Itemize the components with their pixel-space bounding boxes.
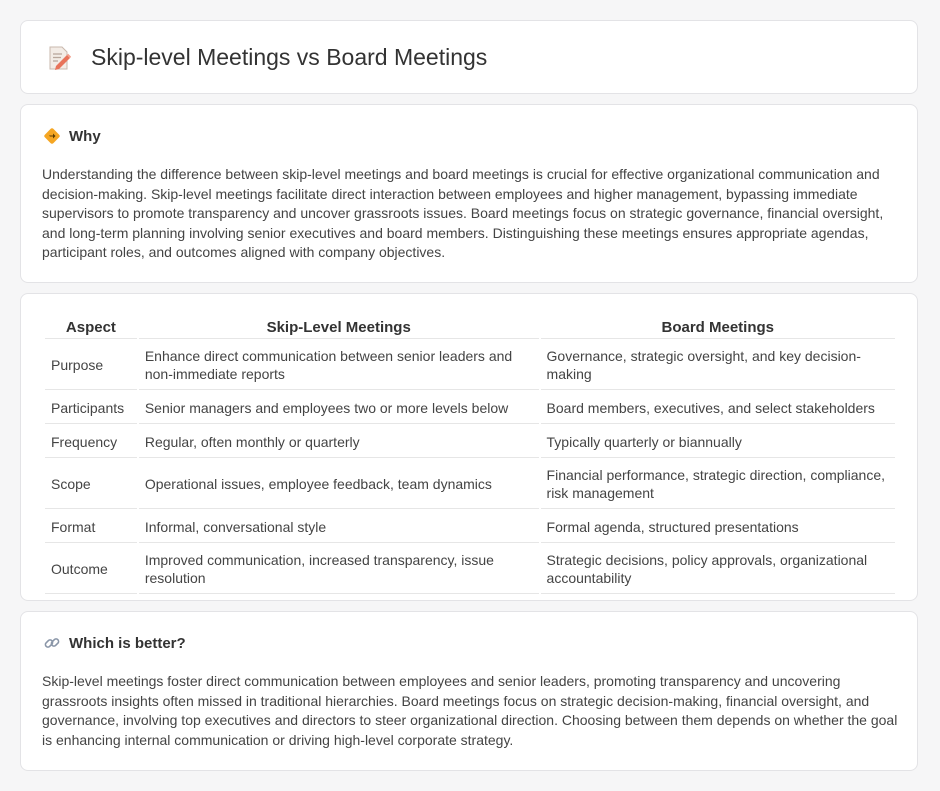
row-board: Board members, executives, and select stakeholders <box>541 392 895 424</box>
header-card <box>20 20 918 94</box>
row-board: Strategic decisions, policy approvals, organizational accountability <box>541 545 895 594</box>
table-row <box>45 341 895 390</box>
comparison-table <box>43 312 897 596</box>
table-row <box>45 545 895 594</box>
header-board: Board Meetings <box>541 314 895 339</box>
row-board: Financial performance, strategic direction, compliance, risk management <box>541 460 895 509</box>
link-icon <box>43 634 61 652</box>
page-title: Skip-level Meetings vs Board Meetings <box>91 44 488 70</box>
row-skip-level: Operational issues, employee feedback, team dynamics <box>139 460 539 509</box>
row-skip-level: Regular, often monthly or quarterly <box>139 426 539 458</box>
which-is-better-section <box>20 611 918 771</box>
row-aspect: Scope <box>45 460 137 509</box>
header-skip-level: Skip-Level Meetings <box>139 314 539 339</box>
diamond-sign-icon <box>43 127 61 145</box>
table-row <box>45 511 895 543</box>
row-aspect: Purpose <box>45 341 137 390</box>
title-row <box>47 44 487 71</box>
better-heading <box>43 634 186 652</box>
table-row <box>45 460 895 509</box>
row-skip-level: Improved communication, increased transparency, issue resolution <box>139 545 539 594</box>
row-aspect: Format <box>45 511 137 543</box>
row-skip-level: Informal, conversational style <box>139 511 539 543</box>
comparison-section <box>20 293 918 601</box>
row-skip-level: Senior managers and employees two or more levels below <box>139 392 539 424</box>
row-board: Governance, strategic oversight, and key decision-making <box>541 341 895 390</box>
header-aspect: Aspect <box>45 314 137 339</box>
better-title: Which is better? <box>69 634 186 652</box>
row-aspect: Participants <box>45 392 137 424</box>
why-text: Understanding the difference between skip-level meetings and board meetings is crucial for effective organizational communication and decision-making. Skip-level meetings facilitate direct interaction between employees and higher management, bypassing immediate supervisors to promote transparency and uncover grassroots issues. Board meetings focus on strategic governance, financial oversight, and long-term planning involving senior executives and board members. Distinguishing these meetings ensures appropriate agendas, participant roles, and outcomes aligned with company objectives. <box>42 166 884 261</box>
row-aspect: Outcome <box>45 545 137 594</box>
table-row <box>45 392 895 424</box>
table-row <box>45 426 895 458</box>
why-section <box>20 104 918 283</box>
why-title: Why <box>69 127 101 145</box>
document-pencil-icon <box>47 45 71 71</box>
row-skip-level: Enhance direct communication between senior leaders and non-immediate reports <box>139 341 539 390</box>
why-heading <box>43 127 101 145</box>
row-aspect: Frequency <box>45 426 137 458</box>
table-header-row <box>45 314 895 339</box>
better-text: Skip-level meetings foster direct communication between employees and senior leaders, promoting transparency and uncovering grassroots insights often missed in traditional hierarchies. Board meetings focus on strategic decision-making, financial oversight, and governance, involving top executives and directors to steer organizational direction. Choosing between them depends on whether the goal is enhancing internal communication or driving high-level corporate strategy. <box>42 673 898 748</box>
row-board: Formal agenda, structured presentations <box>541 511 895 543</box>
row-board: Typically quarterly or biannually <box>541 426 895 458</box>
